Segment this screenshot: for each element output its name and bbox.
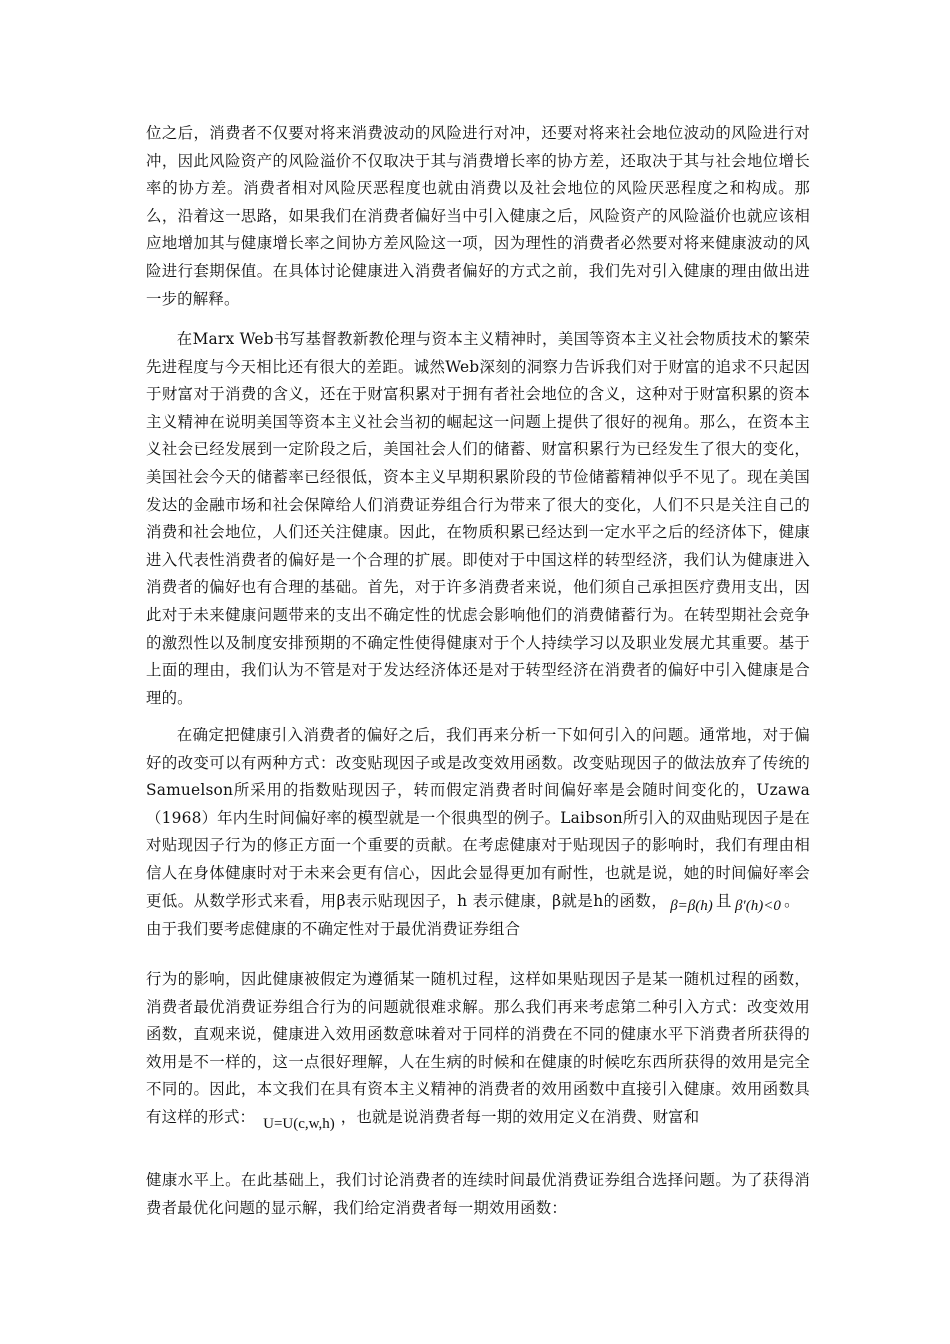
formula-connector: 且 bbox=[715, 891, 732, 910]
paragraph-4-text: 行为的影响，因此健康被假定为遵循某一随机过程，这样如果贴现因子是某一随机过程的函数，消费者最优消费证券组合行为的问题就很难求解。那么我们再来考虑第二种引入方式：改变效用函数，直观来说，健康进入效用函数意味着对于同样的消费在不同的健康水平下消费者所获得的效用是不一样的，这一点很好理解，人在生病的时候和在健康的时候吃东西所获得的效用是完全不同的。因此，本文我们在具有资本主义精神的消费者的效用函数中直接引入健康。效用函数具有这样的形式： bbox=[146, 970, 810, 1126]
paragraph-4-tail: ，也就是说消费者每一期的效用定义在消费、财富和 bbox=[340, 1107, 700, 1126]
paragraph-1: 位之后，消费者不仅要对将来消费波动的风险进行对冲，还要对将来社会地位波动的风险进行对冲，因此风险资产的风险溢价不仅取决于其与消费增长率的协方差，还取决于其与社会地位增长率的协方差。消费者相对风险厌恶程度也就由消费以及社会地位的风险厌恶程度之和构成。那么，沿着这一思路，如果我们在消费者偏好当中引入健康之后，风险资产的风险溢价也就应该相应地增加其与健康增长率之间协方差风险这一项，因为理性的消费者必然要对将来健康波动的风险进行套期保值。在具体讨论健康进入消费者偏好的方式之前，我们先对引入健康的理由做出进一步的解释。 bbox=[146, 124, 810, 308]
paragraph-2: 在Marx Web书写基督教新教伦理与资本主义精神时，美国等资本主义社会物质技术的繁荣先进程度与今天相比还有很大的差距。诚然Web深刻的洞察力告诉我们对于财富的追求不只起因于财富对于消费的含义，还在于财富积累对于拥有者社会地位的含义，这种对于财富积累的资本主义精神在说明美国等资本主义社会当初的崛起这一问题上提供了很好的视角。那么，在资本主义社会已经发展到一定阶段之后，美国社会人们的储蓄、财富积累行为已经发生了很大的变化，美国社会今天的储蓄率已经很低，资本主义早期积累阶段的节俭储蓄精神似乎不见了。现在美国发达的金融市场和社会保障给人们消费证券组合行为带来了很大的变化，人们不只是关注自己的消费和社会地位，人们还关注健康。因此，在物质积累已经达到一定水平之后的经济体下，健康进入代表性消费者的偏好是一个合理的扩展。即使对于中国这样的转型经济，我们认为健康进入消费者的偏好也有合理的基础。首先，对于许多消费者来说，他们须自己承担医疗费用支出，因此对于未来健康问题带来的支出不确定性的忧虑会影响他们的消费储蓄行为。在转型期社会竞争的激烈性以及制度安排预期的不确定性使得健康对于个人持续学习以及职业发展尤其重要。基于上面的理由，我们认为不管是对于发达经济体还是对于转型经济在消费者的偏好中引入健康是合理的。 bbox=[146, 330, 810, 707]
paragraph-3-tail: 由于我们要考虑健康的不确定性对于最优消费证券组合 bbox=[146, 920, 521, 939]
formula-beta-derivative: β′(h)<0 bbox=[734, 897, 781, 914]
formula-utility: U=U(c,w,h) bbox=[263, 1115, 335, 1132]
paragraph-4 bbox=[146, 966, 810, 1133]
paragraph-3 bbox=[146, 722, 810, 944]
paragraph-3-text: 在确定把健康引入消费者的偏好之后，我们再来分析一下如何引入的问题。通常地，对于偏好的改变可以有两种方式：改变贴现因子或是改变效用函数。改变贴现因子的做法放弃了传统的Samuelson所采用的指数贴现因子，转而假定消费者时间偏好率是会随时间变化的，Uzawa（1968）年内生时间偏好率的模型就是一个很典型的例子。Laibson所引入的双曲贴现因子是在对贴现因子行为的修正方面一个重要的贡献。在考虑健康对于贴现因子的影响时，我们有理由相信人在身体健康时对于未来会更有信心，因此会显得更加有耐性，也就是说，她的时间偏好率会更低。从数学形式来看，用β表示贴现因子，h 表示健康，β就是h的函数， bbox=[146, 726, 810, 910]
paragraph-5: 健康水平上。在此基础上，我们讨论消费者的连续时间最优消费证券组合选择问题。为了获得消费者最优化问题的显示解，我们给定消费者每一期效用函数： bbox=[146, 1171, 810, 1217]
formula-beta-function: β=β(h) bbox=[670, 897, 713, 914]
formula-period: 。 bbox=[783, 891, 801, 910]
